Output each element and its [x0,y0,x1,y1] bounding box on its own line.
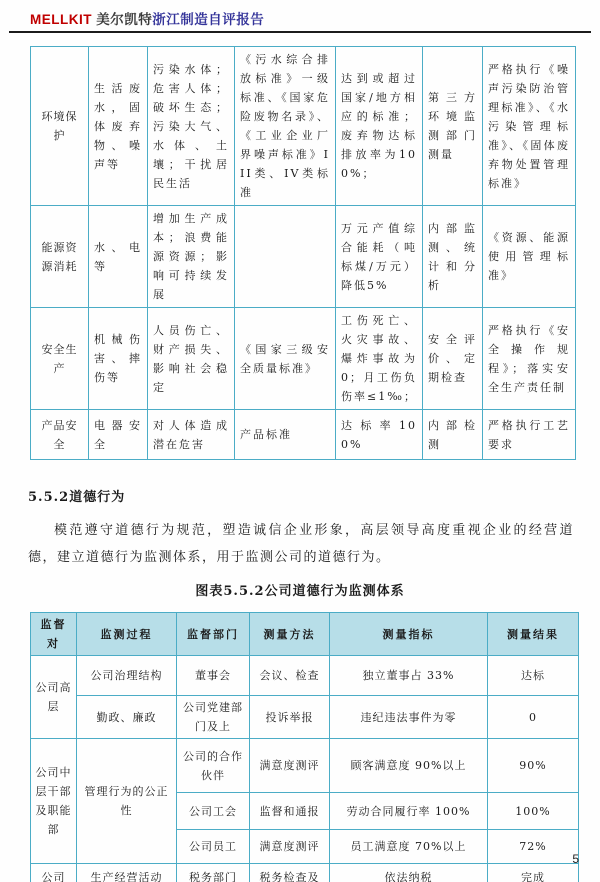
cell: 公司治理结构 [77,656,177,696]
table-row [31,410,576,460]
cell: 严格执行《安全操作规程》；落实安全生产责任制 [483,308,576,410]
cell: 满意度测评 [250,739,330,793]
table-row [31,206,576,308]
cell: 增加生产成本；浪费能源资源；影响可持续发展 [148,206,235,308]
cell: 税务检查及 [250,864,330,882]
cell: 安全评价、定期检查 [423,308,483,410]
page-number: 5 [572,852,579,866]
cell: 污染水体；危害人体；破坏生态；污染大气、水体、土壤；干扰居民生活 [148,47,235,206]
figure-title: 图表5.5.2公司道德行为监测体系 [195,584,405,599]
col-header-department: 监督部门 [177,613,250,656]
report-title: 浙江制造自评报告 [152,12,265,27]
table-row [31,308,576,410]
cell: 90% [488,739,579,793]
cell: 工伤死亡、火灾事故、爆炸事故为0；月工伤负伤率≤1‰； [336,308,423,410]
cell: 万元产值综合能耗（吨标煤/万元）降低5% [336,206,423,308]
cell: 投诉举报 [250,696,330,739]
cell: 达标率100% [336,410,423,460]
cell: 员工满意度 70%以上 [330,830,488,864]
col-header-subject: 监督对 [31,613,77,656]
cell-category: 产品安全 [31,410,89,460]
cell-subject: 公司 [31,864,77,882]
cell-category: 环境保护 [31,47,89,206]
cell-process-group: 管理行为的公正性 [77,739,177,864]
cell: 内部检测 [423,410,483,460]
cell: 第三方环境监测部门测量 [423,47,483,206]
cell: 《国家三级安全质量标准》 [235,308,336,410]
cell: 人员伤亡、财产损失、影响社会稳定 [148,308,235,410]
cell: 严格执行《噪声污染防治管理标准》、《水污染管理标准》、《固体废弃物处置管理标准》 [483,47,576,206]
cell: 会议、检查 [250,656,330,696]
brand-logo-text: MELLKIT [30,12,92,27]
cell-category: 安全生产 [31,308,89,410]
cell: 公司党建部门及上 [177,696,250,739]
cell: 公司工会 [177,793,250,830]
cell: 公司员工 [177,830,250,864]
col-header-method: 测量方法 [250,613,330,656]
report-header [9,6,591,33]
cell: 勤政、廉政 [77,696,177,739]
table-row [31,47,576,206]
col-header-process: 监测过程 [77,613,177,656]
table-row [31,656,579,696]
cell: 产品标准 [235,410,336,460]
col-header-indicator: 测量指标 [330,613,488,656]
cell: 0 [488,696,579,739]
cell: 内部监测、统计和分析 [423,206,483,308]
cell: 《污水综合排放标准》一级标准、《国家危险废物名录》、《工业企业厂界噪声标准》III类、IV类标准 [235,47,336,206]
cell: 机械伤害、摔伤等 [89,308,148,410]
section-paragraph: 模范遵守道德行为规范，塑造诚信企业形象，高层领导高度重视企业的经营道德，建立道德行为监测体系，用于监测公司的道德行为。 [28,523,574,565]
table-header-row [31,613,579,656]
cell-category: 能源资源消耗 [31,206,89,308]
table-row [31,739,579,793]
cell-subject: 公司高层 [31,656,77,739]
cell: 满意度测评 [250,830,330,864]
cell: 公司的合作伙伴 [177,739,250,793]
section-heading: 5.5.2道德行为 [28,490,126,505]
cell: 严格执行工艺要求 [483,410,576,460]
cell: 税务部门 [177,864,250,882]
cell [235,206,336,308]
cell: 水、电等 [89,206,148,308]
cell: 达到或超过国家/地方相应的标准；废弃物达标排放率为100%； [336,47,423,206]
cell: 劳动合同履行率 100% [330,793,488,830]
cell: 100% [488,793,579,830]
cell: 完成 [488,864,579,882]
ethics-monitoring-table [30,612,579,882]
cell: 生产经营活动 [77,864,177,882]
cell: 电器安全 [89,410,148,460]
col-header-result: 测量结果 [488,613,579,656]
cell: 72% [488,830,579,864]
cell: 对人体造成潜在危害 [148,410,235,460]
cell: 监督和通报 [250,793,330,830]
cell: 违纪违法事件为零 [330,696,488,739]
table-row [31,696,579,739]
table-row [31,864,579,882]
brand-name-cn: 美尔凯特 [92,12,153,27]
cell: 依法纳税 [330,864,488,882]
risk-monitoring-table [30,46,576,460]
cell: 达标 [488,656,579,696]
cell-subject: 公司中层干部及职能部 [31,739,77,864]
cell: 独立董事占 33% [330,656,488,696]
cell: 董事会 [177,656,250,696]
cell: 《资源、能源使用管理标准》 [483,206,576,308]
cell: 顾客满意度 90%以上 [330,739,488,793]
cell: 生活废水，固体废弃物、噪声等 [89,47,148,206]
